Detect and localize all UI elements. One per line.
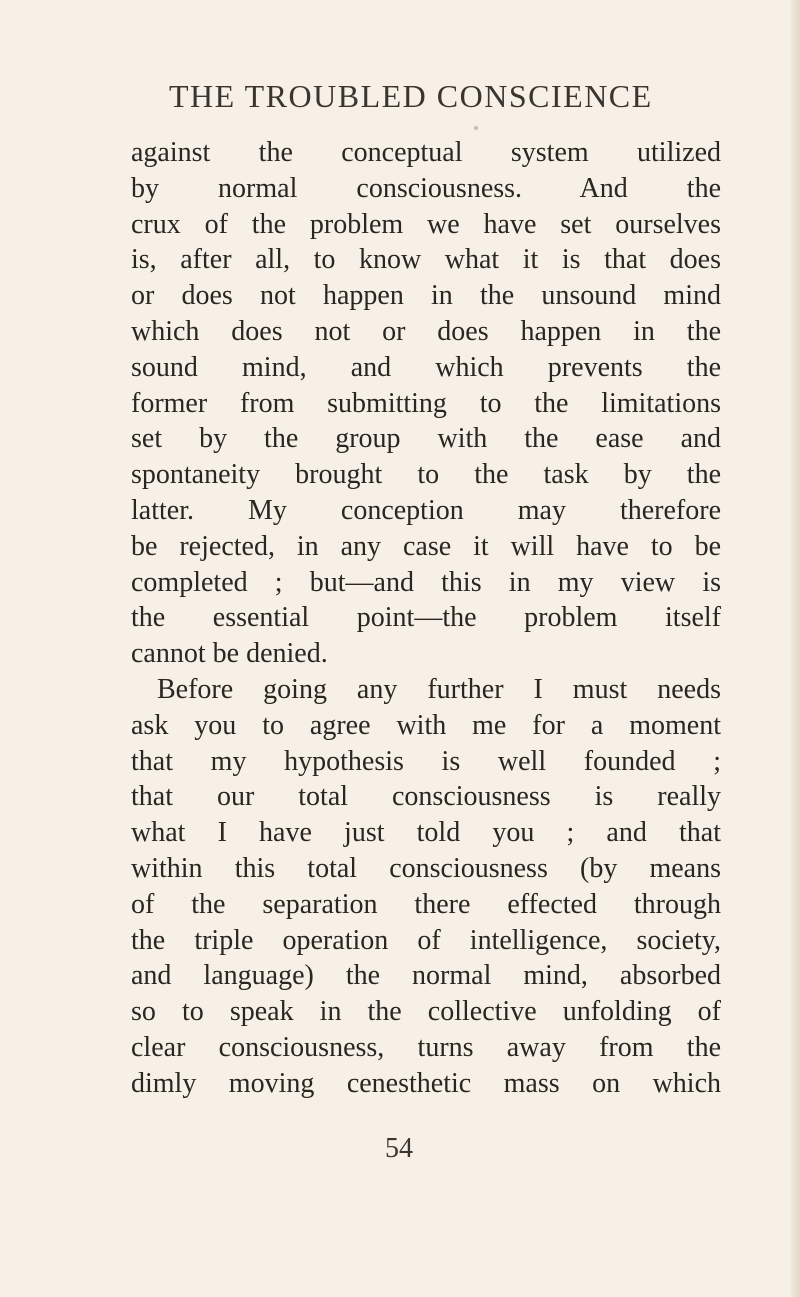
text-line: completed ; but—and this in my view is bbox=[131, 566, 721, 598]
text-line: is, after all, to know what it is that does bbox=[131, 244, 721, 276]
page-edge bbox=[790, 0, 800, 1297]
text-line: sound mind, and which prevents the bbox=[131, 351, 721, 383]
running-head: THE TROUBLED CONSCIENCE bbox=[169, 78, 653, 114]
text-line: within this total consciousness (by means bbox=[131, 852, 721, 884]
text-line: what I have just told you ; and that bbox=[131, 817, 721, 849]
text-line: of the separation there effected through bbox=[131, 888, 721, 920]
text-line: set by the group with the ease and bbox=[131, 423, 721, 455]
text-line: that our total consciousness is really bbox=[131, 781, 721, 813]
text-line: Before going any further I must needs bbox=[157, 673, 721, 705]
text-line: which does not or does happen in the bbox=[131, 315, 721, 347]
text-line: by normal consciousness. And the bbox=[131, 172, 721, 204]
text-line: ask you to agree with me for a moment bbox=[131, 709, 721, 741]
text-line: be rejected, in any case it will have to be bbox=[131, 530, 721, 562]
page-number: 54 bbox=[385, 1133, 413, 1164]
text-line: and language) the normal mind, absorbed bbox=[131, 960, 721, 992]
text-line: spontaneity brought to the task by the bbox=[131, 459, 721, 491]
text-line: that my hypothesis is well founded ; bbox=[131, 745, 721, 777]
ornament-dot bbox=[474, 126, 478, 130]
text-line: the essential point—the problem itself bbox=[131, 602, 721, 634]
text-line: or does not happen in the unsound mind bbox=[131, 280, 721, 312]
text-line: the triple operation of intelligence, society, bbox=[131, 924, 721, 956]
text-line: crux of the problem we have set ourselves bbox=[131, 208, 721, 240]
text-line: clear consciousness, turns away from the bbox=[131, 1031, 721, 1063]
text-line: dimly moving cenesthetic mass on which bbox=[131, 1067, 721, 1099]
text-line: latter. My conception may therefore bbox=[131, 494, 721, 526]
text-line: so to speak in the collective unfolding of bbox=[131, 996, 721, 1028]
text-line: cannot be denied. bbox=[131, 638, 328, 670]
text-line: against the conceptual system utilized bbox=[131, 137, 721, 168]
text-line: former from submitting to the limitations bbox=[131, 387, 721, 419]
body-text bbox=[131, 135, 721, 1102]
